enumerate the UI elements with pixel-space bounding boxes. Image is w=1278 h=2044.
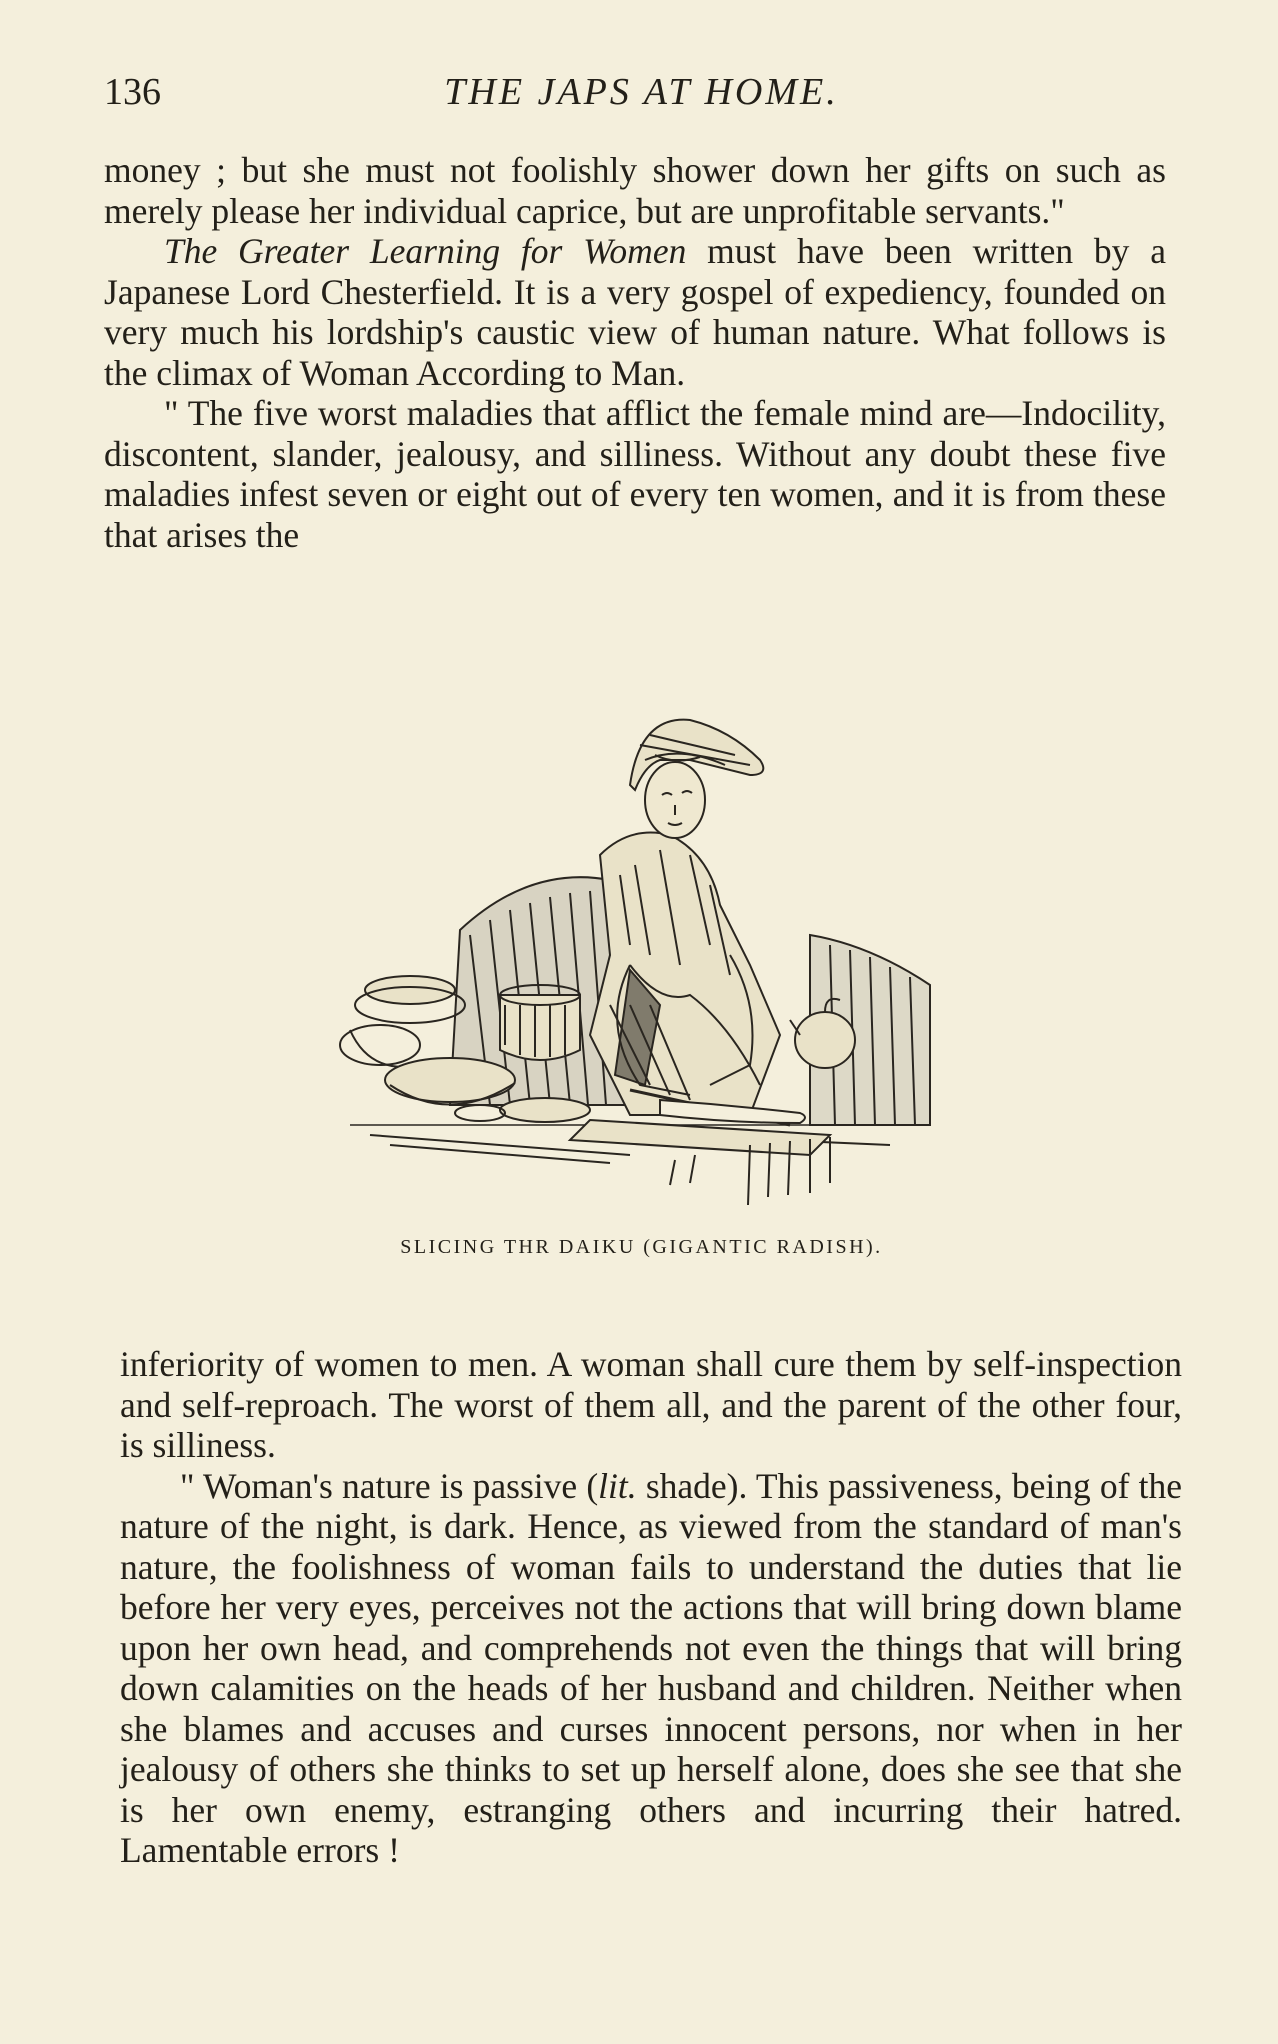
page-header: [104, 70, 1179, 120]
woman-slicing-radish-illustration: [330, 705, 960, 1225]
running-title: THE JAPS AT HOME.: [444, 71, 839, 113]
paragraph-2-text: must have been written by a Japanese Lord Chesterfield. It is a very gospel of expediency, founded on very much his lordship's caustic view of human nature. What follows is the climax of Woman According to Man.: [104, 231, 1166, 393]
bottom-text-block: [120, 1344, 1182, 1871]
figure-caption: SLICING THR DAIKU (GIGANTIC RADISH).: [400, 1236, 883, 1258]
paragraph-5-text-b: shade). This passiveness, being of the nature of the night, is dark. Hence, as viewed from the standard of man's nature, the foolishness of woman fails to understand the duties that lie before her very eyes, perceives not the actions that will bring down blame upon her own head, and comprehends not even the things that will bring down calamities on the heads of her husband and children. Neither when she blames and accuses and curses innocent persons, nor when in her jealousy of others she thinks to set up herself alone, does she see that she is her own enemy, estranging others and incurring their hatred. Lamentable errors !: [120, 1465, 1182, 1870]
page-number: 136: [104, 71, 161, 113]
lit-abbrev: lit.: [598, 1465, 637, 1506]
paragraph-2: [104, 231, 1166, 393]
top-text-block: [104, 150, 1166, 555]
paragraph-3: " The five worst maladies that afflict the female mind are—Indocility, discontent, slander, jealousy, and silliness. Without any doubt these five maladies infest seven or eight out of every ten women, and it is from these that arises the: [104, 393, 1166, 555]
paragraph-5-text-a: " Woman's nature is passive (: [180, 1465, 599, 1506]
paragraph-4: inferiority of women to men. A woman shall cure them by self-inspection and self-reproach. The worst of them all, and the parent of the other four, is silliness.: [120, 1344, 1182, 1465]
book-title: The Greater Learning for Women: [164, 231, 687, 271]
paragraph-5: [120, 1466, 1182, 1871]
paragraph-1: money ; but she must not foolishly shower down her gifts on such as merely please her individual caprice, but are unprofitable servants.": [104, 150, 1166, 231]
